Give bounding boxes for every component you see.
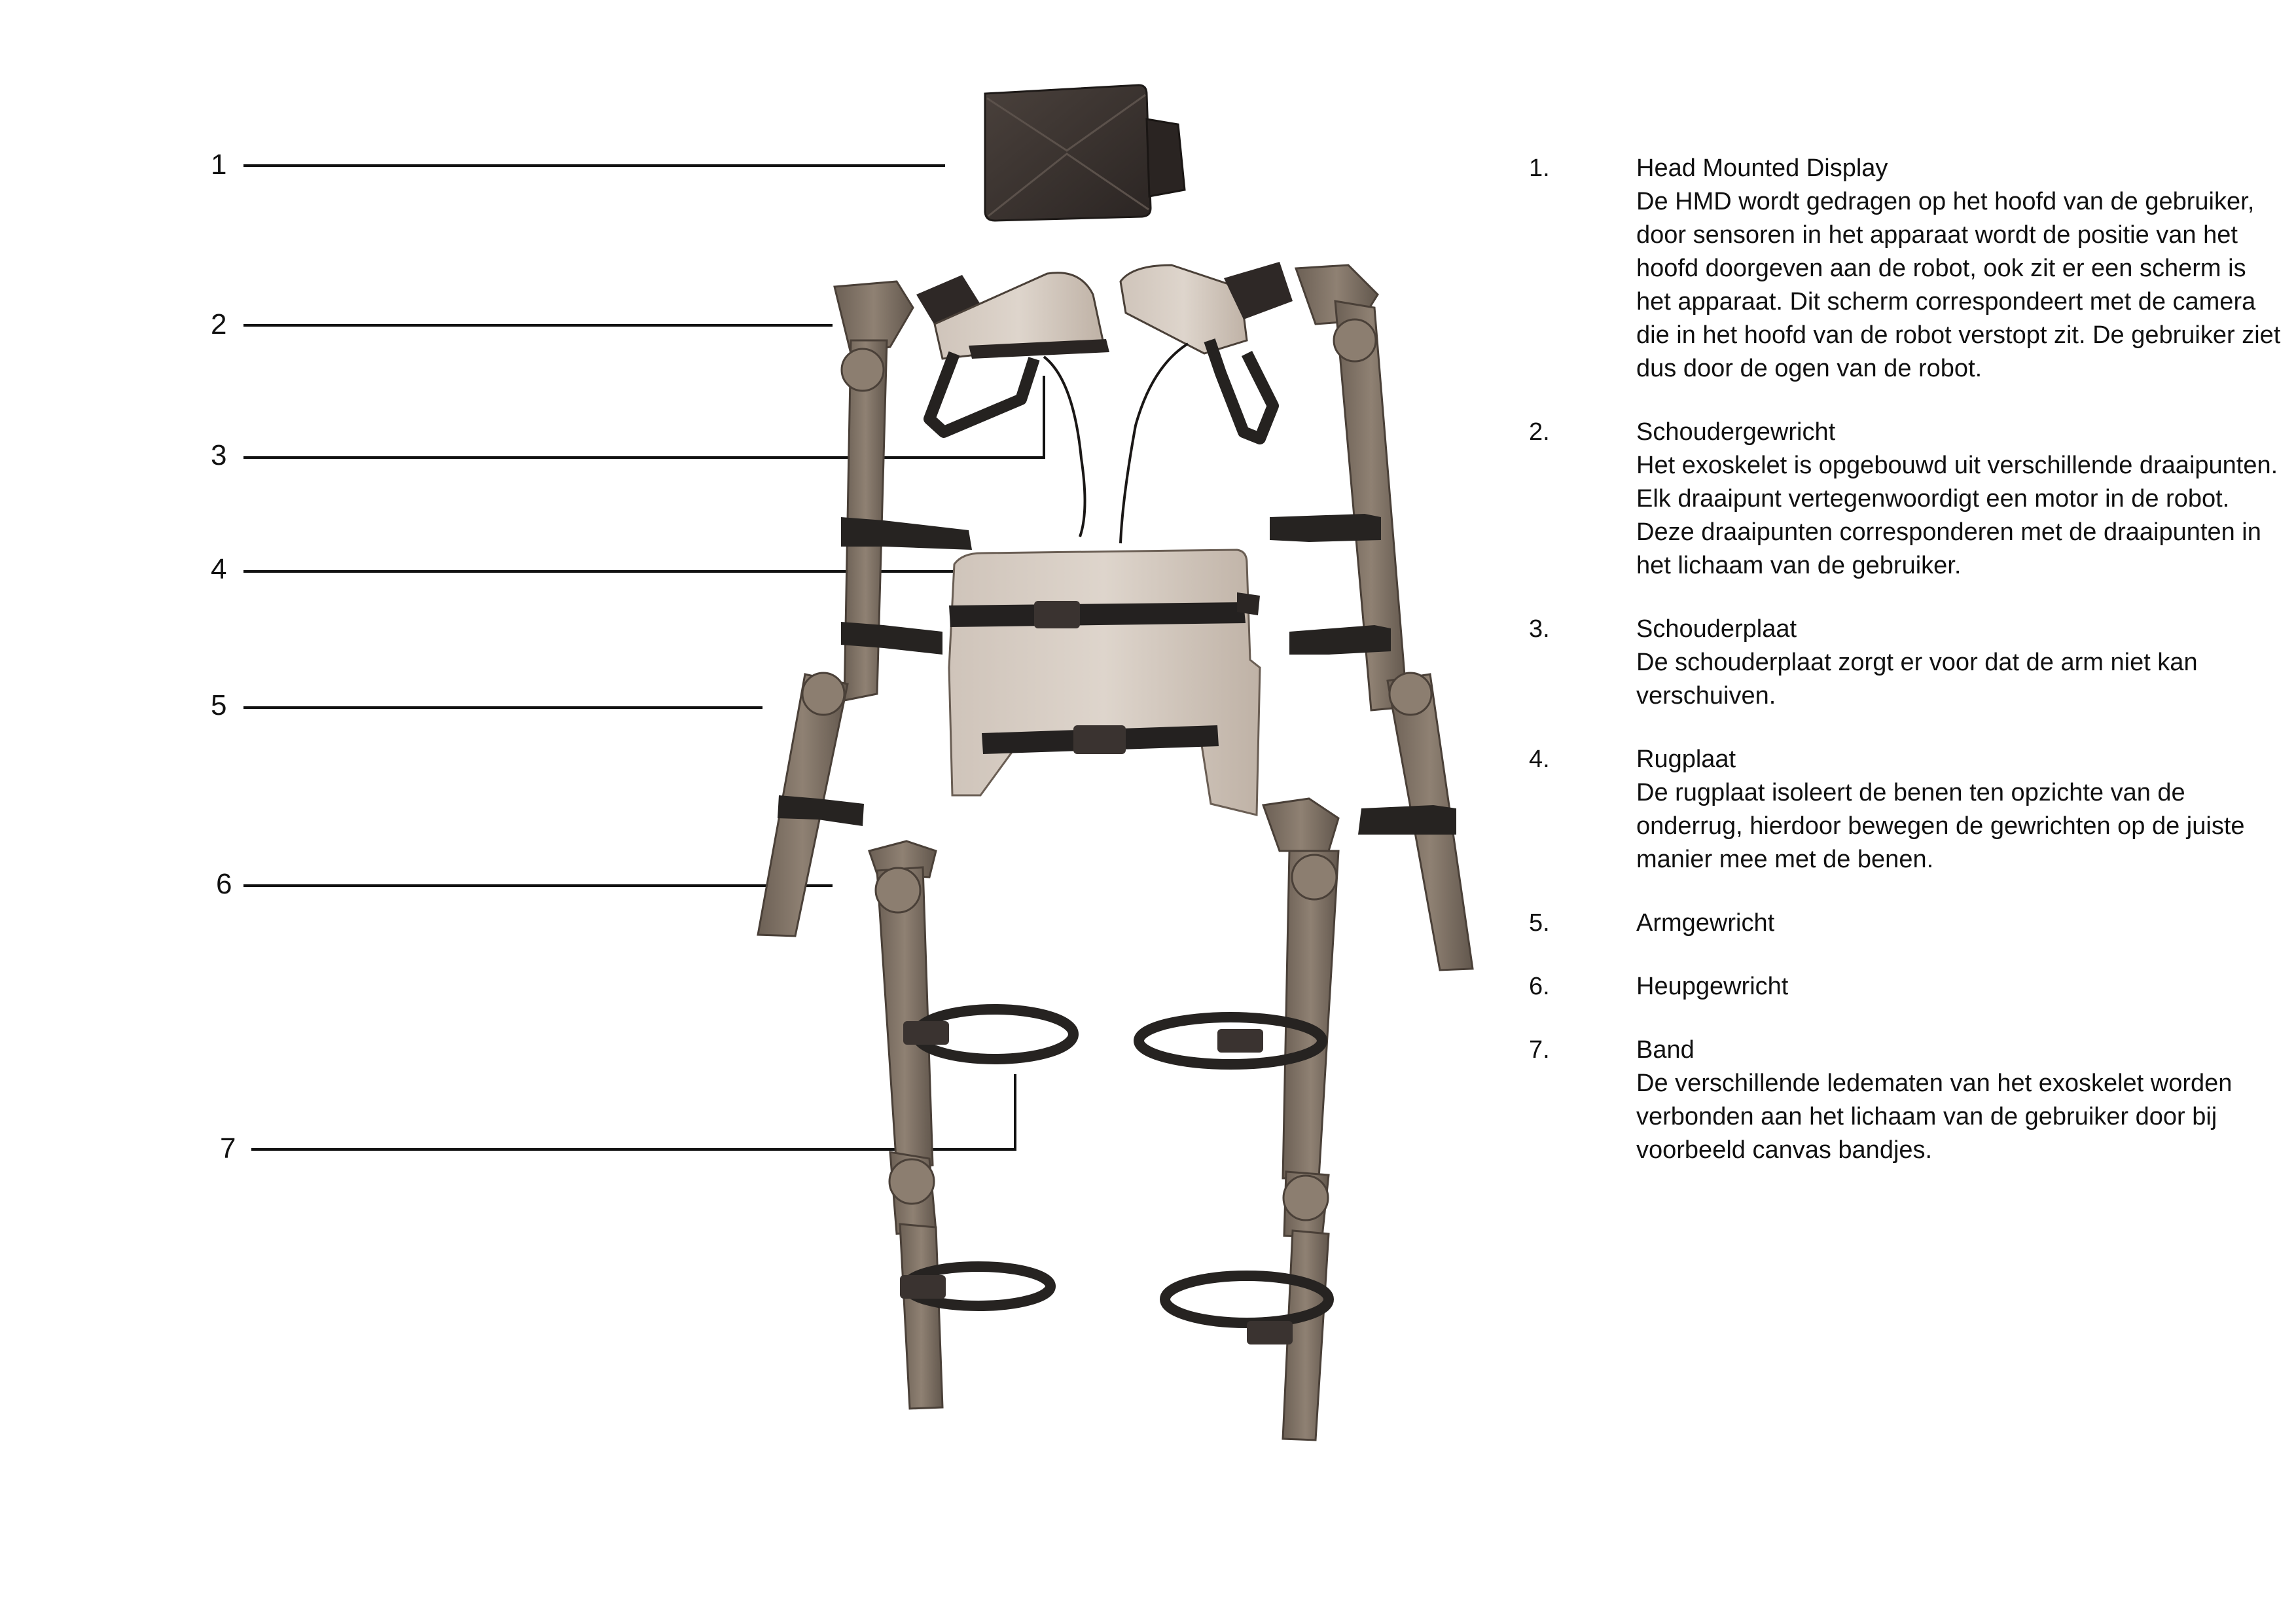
callout-number-1: 1: [211, 149, 227, 181]
legend-item-1: [1529, 152, 2282, 386]
legend-number: 6.: [1529, 973, 1550, 1000]
legend-item-4: [1529, 743, 2282, 876]
legend-description: De schouderplaat zorgt er voor dat de arm niet kan verschuiven.: [1636, 649, 2198, 710]
legend-item-6: [1529, 970, 2282, 1003]
legend-description: De HMD wordt gedragen op het hoofd van de gebruiker, door sensoren in het apparaat wordt de positie van het hoofd doorgeven aan de robot, ook zit er een scherm is het apparaat. Dit scherm correspondeert met de camera die in het hoofd van de robot verstopt zit. De gebruiker ziet dus door de ogen van de robot.: [1636, 188, 2281, 382]
callout-number-5: 5: [211, 689, 227, 721]
leg-straps: [900, 1009, 1329, 1344]
legend-title: Schoudergewricht: [1636, 418, 1836, 446]
legend-number: 1.: [1529, 154, 1550, 182]
legend-title: Schouderplaat: [1636, 615, 1797, 643]
legend-title: Rugplaat: [1636, 746, 1736, 773]
legend-item-2: [1529, 416, 2282, 583]
legend-number: 3.: [1529, 615, 1550, 643]
callout-number-4: 4: [211, 553, 227, 585]
legend-title: Head Mounted Display: [1636, 154, 1888, 182]
legend-description: De verschillende ledematen van het exoskelet worden verbonden aan het lichaam van de gebruiker door bij voorbeeld canvas bandjes.: [1636, 1070, 2233, 1164]
legend-item-3: [1529, 613, 2282, 713]
legend-number: 5.: [1529, 909, 1550, 937]
legend-description: De rugplaat isoleert de benen ten opzichte van de onderrug, hierdoor bewegen de gewrichten op de juiste manier mee met de benen.: [1636, 779, 2245, 873]
head-mounted-display: [985, 85, 1185, 221]
callout-number-3: 3: [211, 439, 227, 471]
legend-number: 7.: [1529, 1036, 1550, 1064]
legend-title: Armgewricht: [1636, 909, 1775, 937]
legend-title: Heupgewricht: [1636, 973, 1789, 1000]
back-plate: [949, 550, 1260, 815]
legend-number: 2.: [1529, 418, 1550, 446]
legend-number: 4.: [1529, 746, 1550, 773]
callout-number-7: 7: [220, 1132, 236, 1164]
legend-item-5: [1529, 907, 2282, 940]
callout-number-6: 6: [216, 868, 232, 900]
legend-title: Band: [1636, 1036, 1695, 1064]
legend: [1529, 152, 2282, 1197]
callout-number-2: 2: [211, 308, 227, 340]
legend-item-7: [1529, 1034, 2282, 1167]
left-leg-frame: [869, 841, 942, 1409]
legend-description: Het exoskelet is opgebouwd uit verschillende draaipunten. Elk draaipunt vertegenwoordigt een motor in de robot. Deze draaipunten corresponderen met de draaipunten in het lichaam van de gebruiker.: [1636, 452, 2278, 579]
